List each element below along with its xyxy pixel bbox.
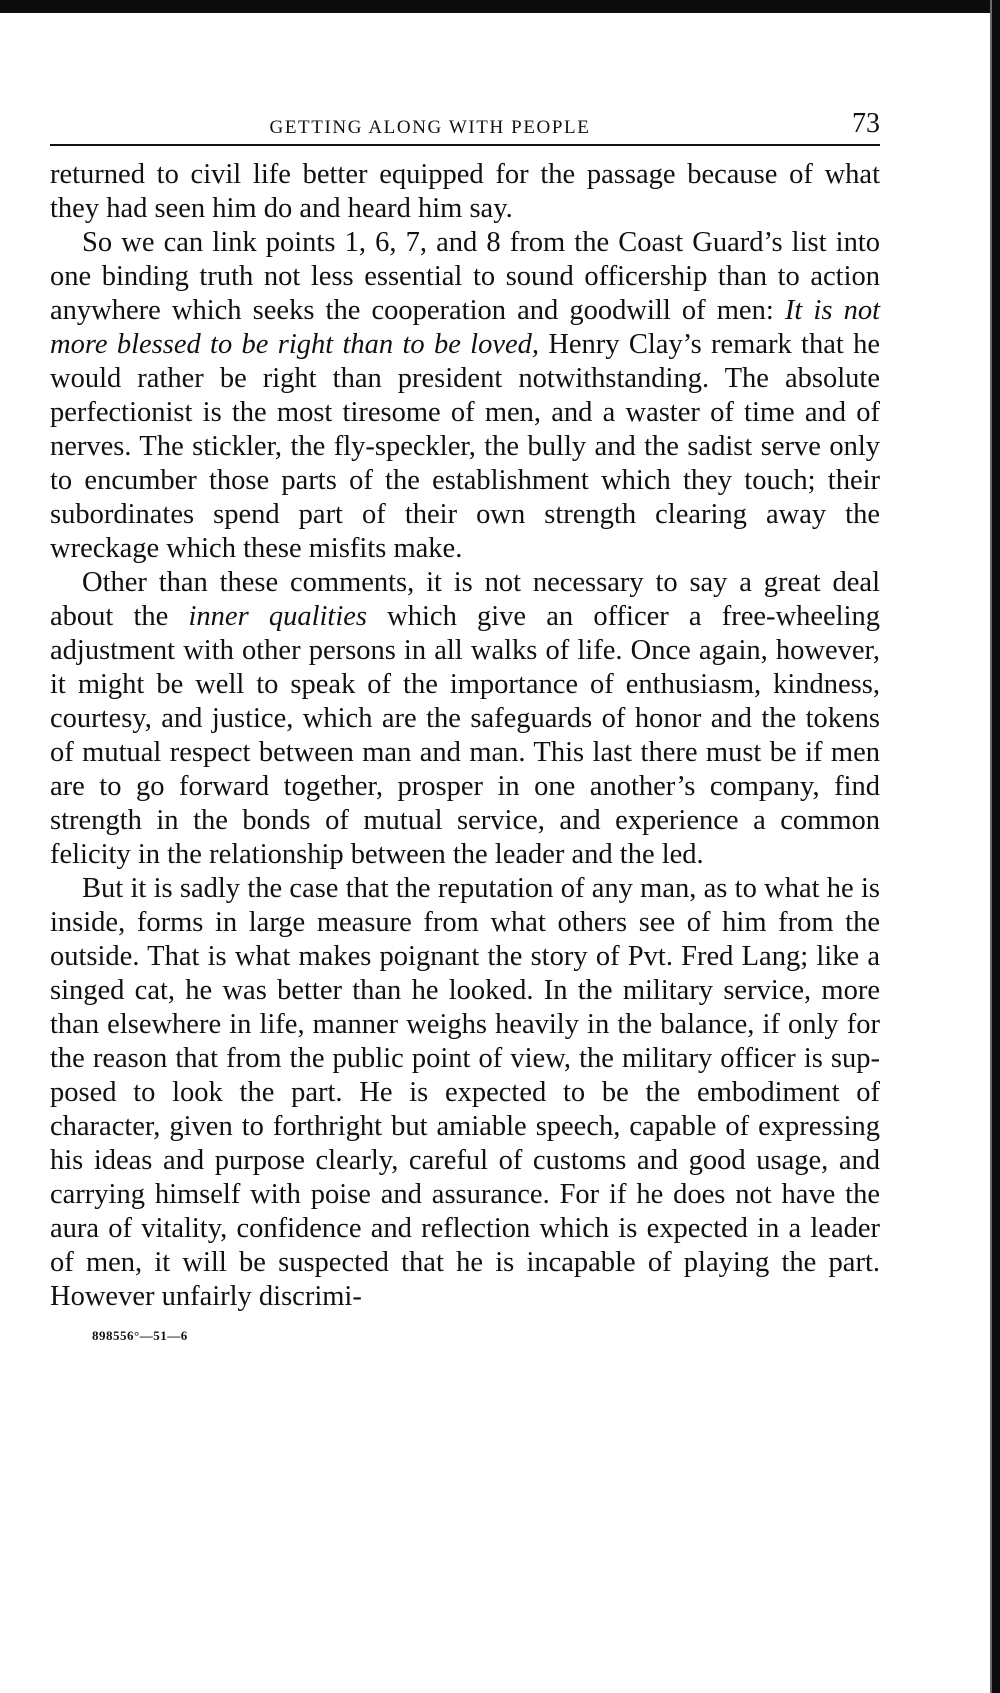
paragraph-text: But it is sadly the case that the reputation of any man, as to what he is inside, forms in large measure from what others see of him from the outside. That is what makes poignant the story of Pvt. Fred Lang; like a singed cat, he was better than he looked. In the military service, more than elsewhere in life, manner weighs heavily in the balance, if only for the reason that from the public point of view, the military officer is supposed to look the part. He is expected to be the embodiment of character, given to forthright but amiable speech, capable of expressing his ideas and purpose clearly, careful of customs and good usage, and carrying himself with poise and assurance. For if he does not have the aura of vitality, confidence and reflection which is expected in a leader of men, it will be suspected that he is incapable of playing the part. However unfairly discrimi- xyxy=(50,873,880,1312)
paragraph-continued xyxy=(50,158,880,226)
italic-maxim: It is not more blessed to be right than to be loved, xyxy=(50,295,880,360)
body-text xyxy=(50,158,880,1314)
paragraph-text: which give an officer a free-wheeling adjustment with other persons in all walks of life. Once again, however, it might be well to speak of the importance of enthusiasm, kindness, courtesy, and justice, which are the safeguards of honor and the tokens of mutual respect between man and man. This last there must be if men are to go forward together, prosper in one another’s company, find strength in the bonds of mutual service, and experience a common felicity in the relationship between the leader and the led. xyxy=(50,601,880,870)
running-head xyxy=(50,104,880,146)
printer-signature-code: 898556°—51—6 xyxy=(92,1328,188,1343)
paragraph-text: Henry Clay’s remark that he would rather be right than president notwithstanding. The absolute perfectionist is the most tiresome of men, and a waster of time and of nerves. The stickler, the fly-speckler, the bully and the sadist serve only to encumber those parts of the establishment which they touch; their subordinates spend part of their own strength clearing away the wreckage which these misfits make. xyxy=(50,329,880,564)
paragraph-text: returned to civil life better equipped for the passage because of what they had seen him do and heard him say. xyxy=(50,159,880,224)
book-page xyxy=(50,104,880,1344)
page-number: 73 xyxy=(852,108,880,139)
paragraph-text: Other than these comments, it is not necessary to say a great deal about the xyxy=(50,567,880,632)
paragraph xyxy=(50,566,880,872)
scan-top-edge xyxy=(0,0,1000,13)
running-title: GETTING ALONG WITH PEOPLE xyxy=(269,117,591,138)
paragraph-text: So we can link points 1, 6, 7, and 8 from the Coast Guard’s list into one binding truth not less essential to sound officership than to action anywhere which seeks the cooperation and goodwill of men: xyxy=(50,227,880,326)
paragraph xyxy=(50,872,880,1314)
italic-emphasis: inner qualities xyxy=(188,601,367,632)
paragraph xyxy=(50,226,880,566)
scan-right-edge xyxy=(992,0,1000,1693)
